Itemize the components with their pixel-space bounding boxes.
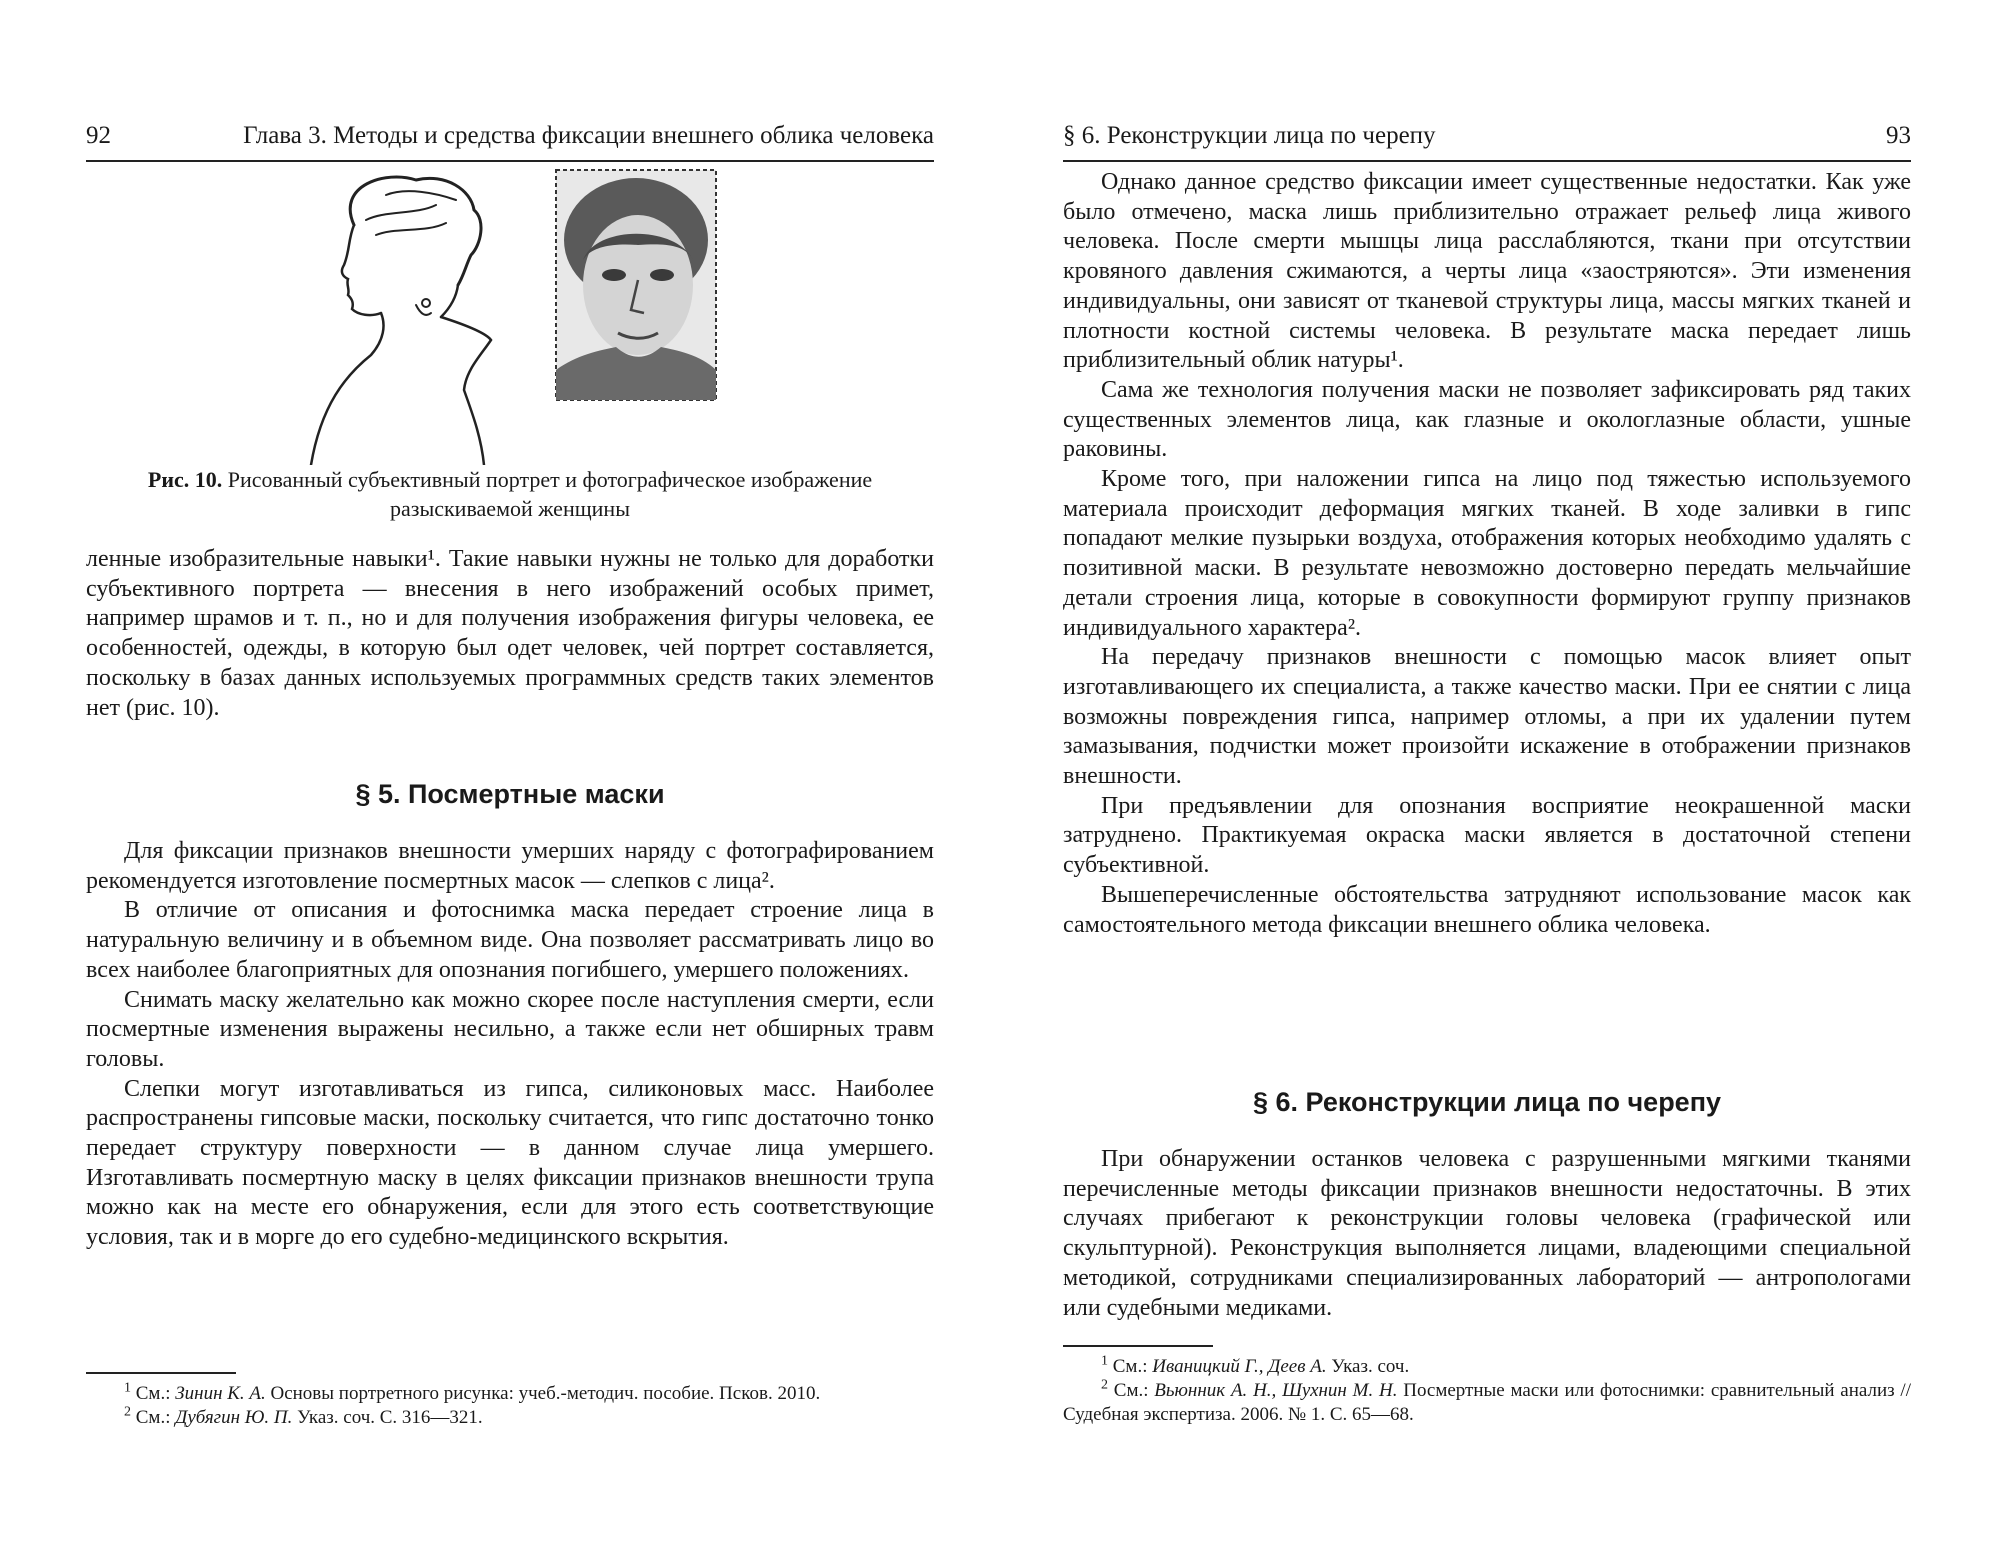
right-footnotes: [1063, 1345, 1911, 1427]
section-heading-5: § 5. Посмертные маски: [355, 779, 665, 809]
running-head-right: [1063, 120, 1911, 162]
photo-portrait: [556, 170, 716, 400]
paragraph: Слепки могут изготавливаться из гипса, силиконовых масс. Наиболее распространены гипсовые маски, поскольку считается, что гипс достаточно тонко передает структуру поверхности — в данном случае лица умершего. Изготавливать посмертную маску в целях фиксации признаков внешности трупа можно как на месте его обнаружения, если для этого есть соответствующие условия, так и в морге до его судебно-медицинского вскрытия.: [86, 1075, 934, 1251]
running-head-left: [86, 120, 934, 162]
paragraph: В отличие от описания и фотоснимка маска передает строение лица в натуральную величину и в объемном виде. Она позволяет рассматривать лицо во всех наиболее благоприятных для опознания погибшего, умершего положениях.: [86, 897, 934, 983]
footnote: $^2$ См.: Дубягин Ю. П. Указ. соч. С. 316—321.: [124, 1404, 483, 1428]
footnote-rule: [86, 1372, 236, 1374]
left-footnotes: [86, 1372, 934, 1430]
footnote: $^2$ См.: Вьюнник А. Н., Шухнин М. Н. Посмертные маски или фотоснимки: сравнительный анализ // Судебная экспертиза. 2006. № 1. С. 65—68.: [1063, 1377, 1911, 1425]
paragraph: На передачу признаков внешности с помощью масок влияет опыт изготавливающего их специалиста, а также качество маски. При ее снятии с лица возможны повреждения гипса, например отломы, а при их удалении путем замазывания, подчистки может произойти искажение в отображении признаков внешности.: [1063, 644, 1911, 790]
right-body-text: [1063, 168, 1911, 940]
paragraph: Сама же технология получения маски не позволяет зафиксировать ряд таких существенных элементов лица, как глазные и окологлазные области, ушные раковины.: [1063, 376, 1911, 463]
running-title: § 6. Реконструкции лица по черепу: [1063, 122, 1436, 149]
paragraph: Вышеперечисленные обстоятельства затрудняют использование масок как самостоятельного метода фиксации внешнего облика человека.: [1063, 881, 1911, 938]
footnote: $^1$ См.: Иваницкий Г., Деев А. Указ. соч.: [1101, 1353, 1410, 1377]
running-title: Глава 3. Методы и средства фиксации внешнего облика человека: [243, 122, 934, 149]
left-body-text: [86, 837, 934, 1253]
left-top-text: [86, 545, 934, 723]
paragraph: При обнаружении останков человека с разрушенными мягкими тканями перечисленные методы фиксации признаков внешности недостаточны. В этих случаях прибегают к реконструкции головы человека (графической или скульптурной). Реконструкция выполняется лицами, владеющими специальной методикой, сотрудниками специализированных лабораторий — антропологами или судебными медиками.: [1063, 1146, 1911, 1321]
page-number: 93: [1886, 122, 1911, 149]
paragraph: Кроме того, при наложении гипса на лицо под тяжестью используемого материала происходит деформация мягких тканей. В ходе заливки в гипс попадают мелкие пузырьки воздуха, отображения которых необходимо удалять с позитивной маски. В результате невозможно достоверно передать мельчайшие детали строения лица, которые в совокупности формируют группу признаков индивидуального характера².: [1063, 466, 1911, 641]
paragraph: ленные изобразительные навыки¹. Такие навыки нужны не только для доработки субъективного портрета — внесения в него изображений особых примет, например шрамов и т. п., но и для получения изображения фигуры человека, ее особенностей, одежды, в которую был одет человек, чей портрет составляется, поскольку в базах данных используемых программных средств таких элементов нет (рис. 10).: [86, 546, 934, 721]
paragraph: Снимать маску желательно как можно скорее после наступления смерти, если посмертные изменения выражены несильно, а также если нет обширных травм головы.: [86, 986, 934, 1072]
sketch-portrait: [311, 177, 491, 465]
figure-illustrations: [86, 165, 934, 465]
paragraph: Для фиксации признаков внешности умерших наряду с фотографированием рекомендуется изготовление посмертных масок — слепков с лица².: [86, 838, 934, 894]
figure-10: [86, 165, 934, 465]
footnote-rule: [1063, 1345, 1213, 1347]
section-heading-6: § 6. Реконструкции лица по черепу: [1252, 1087, 1722, 1117]
figure-caption: [86, 465, 934, 523]
right-bottom-text: [1063, 1145, 1911, 1323]
paragraph: Однако данное средство фиксации имеет существенные недостатки. Как уже было отмечено, маска лишь приблизительно отражает рельеф лица живого человека. После смерти мышцы лица расслабляются, ткани при отсутствии кровяного давления сжимаются, а черты лица «заостряются». Эти изменения индивидуальны, они зависят от тканевой структуры лица, массы мягких тканей и плотности костной системы человека. В результате маска передает лишь приблизительный облик натуры¹.: [1063, 169, 1911, 374]
page-number: 92: [86, 122, 111, 149]
paragraph: При предъявлении для опознания восприятие неокрашенной маски затруднено. Практикуемая окраска маски является в достаточной степени субъективной.: [1063, 792, 1911, 879]
figure-label: Рис. 10.: [147, 467, 223, 492]
figure-caption-text: Рисованный субъективный портрет и фотографическое изображение разыскиваемой женщины: [227, 467, 873, 521]
left-page: [86, 0, 934, 1543]
right-page: [1063, 0, 1911, 1543]
footnote: $^1$ См.: Зинин К. А. Основы портретного рисунка: учеб.-методич. пособие. Псков. 2010.: [124, 1380, 821, 1404]
